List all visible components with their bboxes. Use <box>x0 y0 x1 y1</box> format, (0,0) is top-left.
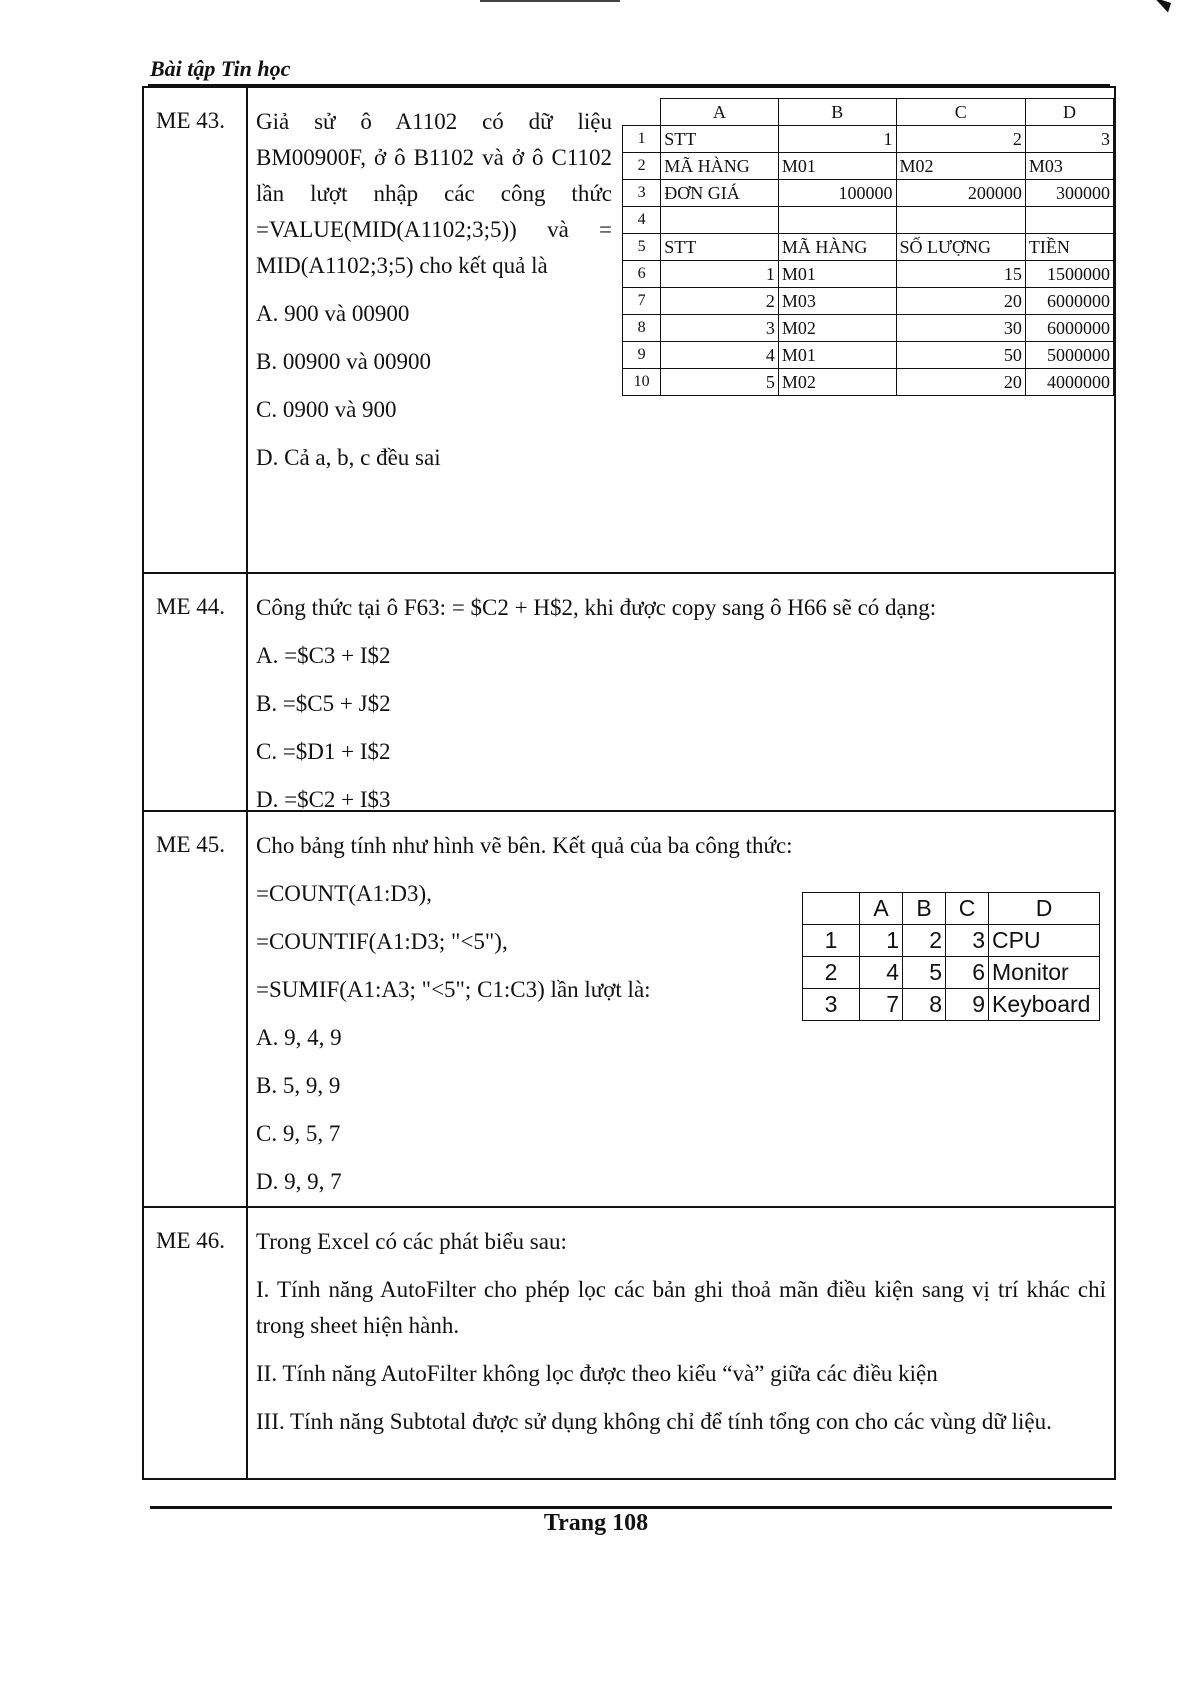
cell: 1 <box>661 261 779 288</box>
cell: 20 <box>896 288 1025 315</box>
table-row <box>623 153 1114 180</box>
option-a: A. 900 và 00900 <box>256 301 410 326</box>
cell: 6000000 <box>1025 288 1113 315</box>
statement-2: II. Tính năng AutoFilter không lọc được theo kiểu “và” giữa các điều kiện <box>256 1361 938 1386</box>
cell: MÃ HÀNG <box>661 153 779 180</box>
table-row <box>623 342 1114 369</box>
table-row <box>623 288 1114 315</box>
spreadsheet-figure-43 <box>622 98 1114 396</box>
table-row <box>623 261 1114 288</box>
statement-1: I. Tính năng AutoFilter cho phép lọc các bản ghi thoả mãn điều kiện sang vị trí khác chỉ trong sheet hiện hành. <box>256 1277 1106 1338</box>
question-table <box>142 86 1116 1480</box>
cell: SỐ LƯỢNG <box>896 234 1025 261</box>
spreadsheet-figure-45 <box>802 892 1100 1021</box>
cell: 1500000 <box>1025 261 1113 288</box>
table-row <box>803 957 1100 989</box>
cell: 50 <box>896 342 1025 369</box>
cell: M02 <box>778 369 896 396</box>
column-header: D <box>1025 99 1113 126</box>
row-header: 10 <box>623 369 661 396</box>
question-row-44 <box>144 574 1114 812</box>
cell: 7 <box>860 989 903 1021</box>
cell: 3 <box>661 315 779 342</box>
cell: STT <box>661 234 779 261</box>
cell <box>661 207 779 234</box>
option-d: D. =$C2 + I$3 <box>256 787 391 812</box>
cell: 6 <box>946 957 989 989</box>
page-corner-mark <box>1151 0 1171 13</box>
cell: M02 <box>896 153 1025 180</box>
cell: CPU <box>989 925 1100 957</box>
cell: 100000 <box>778 180 896 207</box>
option-c: C. =$D1 + I$2 <box>256 739 391 764</box>
row-header: 5 <box>623 234 661 261</box>
column-header-row <box>803 893 1100 925</box>
column-header: C <box>896 99 1025 126</box>
option-b: B. =$C5 + J$2 <box>256 691 391 716</box>
table-row <box>623 180 1114 207</box>
cell: 2 <box>896 126 1025 153</box>
question-number: ME 45. <box>156 832 225 857</box>
cell: ĐƠN GIÁ <box>661 180 779 207</box>
row-header: 1 <box>623 126 661 153</box>
page-number: Trang 108 <box>543 1510 649 1536</box>
cell: 200000 <box>896 180 1025 207</box>
option-c: C. 0900 và 900 <box>256 397 397 422</box>
question-row-43 <box>144 88 1114 574</box>
option-d: D. 9, 9, 7 <box>256 1169 342 1194</box>
question-number: ME 46. <box>156 1228 225 1253</box>
question-body <box>256 1224 1106 1440</box>
table-row <box>623 315 1114 342</box>
cell: 20 <box>896 369 1025 396</box>
cell: M01 <box>778 153 896 180</box>
question-text: Trong Excel có các phát biểu sau: <box>256 1229 567 1254</box>
row-header: 3 <box>623 180 661 207</box>
cell: 2 <box>903 925 946 957</box>
option-b: B. 00900 và 00900 <box>256 349 432 374</box>
table-row <box>623 126 1114 153</box>
column-header: B <box>778 99 896 126</box>
row-header: 3 <box>803 989 860 1021</box>
table-row <box>803 989 1100 1021</box>
question-text: Giả sử ô A1102 có dữ liệu BM00900F, ở ô B1102 và ở ô C1102 lần lượt nhập các công thức =VALUE(MID(A1102;3;5)) và = MID(A1102;3;5) cho kết quả là <box>256 109 612 278</box>
cell: 1 <box>778 126 896 153</box>
column-divider <box>246 88 248 572</box>
row-header: 1 <box>803 925 860 957</box>
column-divider <box>246 574 248 810</box>
cell: 30 <box>896 315 1025 342</box>
question-number: ME 43. <box>156 108 225 133</box>
question-row-45 <box>144 812 1114 1208</box>
cell: 4 <box>860 957 903 989</box>
question-body <box>256 590 1106 818</box>
column-header: D <box>989 893 1100 925</box>
table-row <box>623 207 1114 234</box>
column-header-row <box>623 99 1114 126</box>
table-row <box>623 369 1114 396</box>
question-text: Cho bảng tính như hình vẽ bên. Kết quả của ba công thức: <box>256 833 793 858</box>
cell: M02 <box>778 315 896 342</box>
cell: 4000000 <box>1025 369 1113 396</box>
option-d: D. Cả a, b, c đều sai <box>256 445 441 470</box>
cell: Monitor <box>989 957 1100 989</box>
cell <box>778 207 896 234</box>
row-header: 7 <box>623 288 661 315</box>
cell: M01 <box>778 261 896 288</box>
row-header: 6 <box>623 261 661 288</box>
cell: 8 <box>903 989 946 1021</box>
row-header: 4 <box>623 207 661 234</box>
table-row <box>623 234 1114 261</box>
row-header: 2 <box>623 153 661 180</box>
cell: Keyboard <box>989 989 1100 1021</box>
cell: 5 <box>903 957 946 989</box>
cell: 300000 <box>1025 180 1113 207</box>
cell: 6000000 <box>1025 315 1113 342</box>
option-c: C. 9, 5, 7 <box>256 1121 341 1146</box>
question-text: Công thức tại ô F63: = $C2 + H$2, khi được copy sang ô H66 sẽ có dạng: <box>256 595 937 620</box>
option-a: A. 9, 4, 9 <box>256 1025 342 1050</box>
cell: 5000000 <box>1025 342 1113 369</box>
column-divider <box>246 812 248 1206</box>
column-header: A <box>860 893 903 925</box>
cell <box>896 207 1025 234</box>
cell: 1 <box>860 925 903 957</box>
option-a: A. =$C3 + I$2 <box>256 643 391 668</box>
cell: M03 <box>778 288 896 315</box>
question-number: ME 44. <box>156 594 225 619</box>
cell: 4 <box>661 342 779 369</box>
footer-rule <box>150 1506 1112 1509</box>
cell: MÃ HÀNG <box>778 234 896 261</box>
cell: 3 <box>1025 126 1113 153</box>
cell: STT <box>661 126 779 153</box>
row-header: 2 <box>803 957 860 989</box>
cell <box>1025 207 1113 234</box>
row-header: 9 <box>623 342 661 369</box>
cell: M01 <box>778 342 896 369</box>
option-b: B. 5, 9, 9 <box>256 1073 341 1098</box>
column-header: C <box>946 893 989 925</box>
cell: M03 <box>1025 153 1113 180</box>
question-row-46 <box>144 1208 1114 1478</box>
cell: TIỀN <box>1025 234 1113 261</box>
formula-sumif: =SUMIF(A1:A3; "<5"; C1:C3) lần lượt là: <box>256 977 651 1002</box>
cell: 15 <box>896 261 1025 288</box>
cell: 2 <box>661 288 779 315</box>
top-rule <box>480 0 620 2</box>
cell: 3 <box>946 925 989 957</box>
column-header: A <box>661 99 779 126</box>
column-header: B <box>903 893 946 925</box>
column-divider <box>246 1208 248 1478</box>
cell: 9 <box>946 989 989 1021</box>
cell: 5 <box>661 369 779 396</box>
formula-countif: =COUNTIF(A1:D3; "<5"), <box>256 929 508 954</box>
formula-count: =COUNT(A1:D3), <box>256 881 432 906</box>
page-header: Bài tập Tin học <box>150 56 291 81</box>
table-row <box>803 925 1100 957</box>
statement-3: III. Tính năng Subtotal được sử dụng không chỉ để tính tổng con cho các vùng dữ liệu. <box>256 1409 1052 1434</box>
row-header: 8 <box>623 315 661 342</box>
